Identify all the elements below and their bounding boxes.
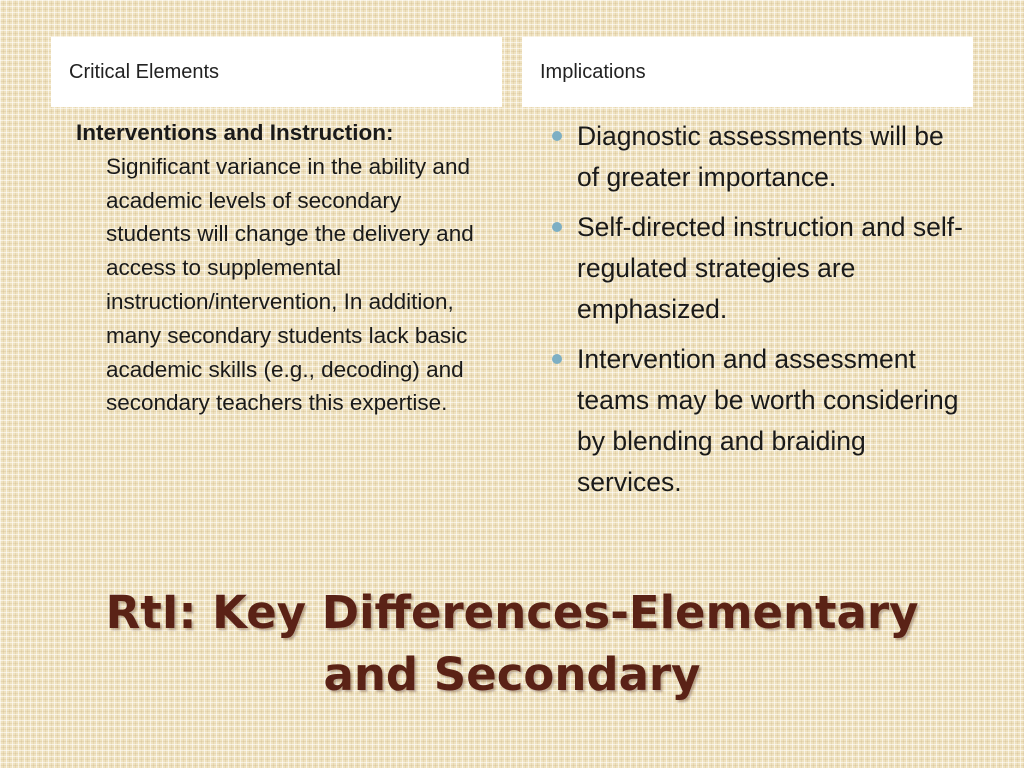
implications-cell xyxy=(548,116,968,512)
slide-title-line-1: RtI: Key Differences-Elementary xyxy=(105,586,919,639)
implication-text: Intervention and assessment teams may be worth considering by blending and braiding services. xyxy=(577,344,959,497)
slide-title xyxy=(0,582,1024,706)
critical-elements-cell xyxy=(76,116,486,420)
interventions-body: Significant variance in the ability and academic levels of secondary students will change the delivery and access to supplemental instruction/intervention, In addition, many secondary students lack basic academic skills (e.g., decoding) and secondary teachers this expertise. xyxy=(106,153,474,416)
implication-text: Diagnostic assessments will be of greater importance. xyxy=(577,121,944,192)
interventions-lead: Interventions and Instruction: xyxy=(76,120,394,145)
bullet-dot-icon xyxy=(552,354,562,364)
header-critical-elements xyxy=(51,37,502,107)
list-item xyxy=(548,339,968,503)
header-implications xyxy=(522,37,973,107)
implication-text: Self-directed instruction and self-regulated strategies are emphasized. xyxy=(577,212,963,324)
bullet-dot-icon xyxy=(552,222,562,232)
critical-elements-paragraph xyxy=(76,116,486,420)
list-item xyxy=(548,207,968,330)
implications-list xyxy=(548,116,968,503)
list-item xyxy=(548,116,968,198)
header-implications-label: Implications xyxy=(540,61,646,83)
slide-title-line-2: and Secondary xyxy=(323,648,701,701)
header-critical-elements-label: Critical Elements xyxy=(69,61,220,83)
bullet-dot-icon xyxy=(552,131,562,141)
